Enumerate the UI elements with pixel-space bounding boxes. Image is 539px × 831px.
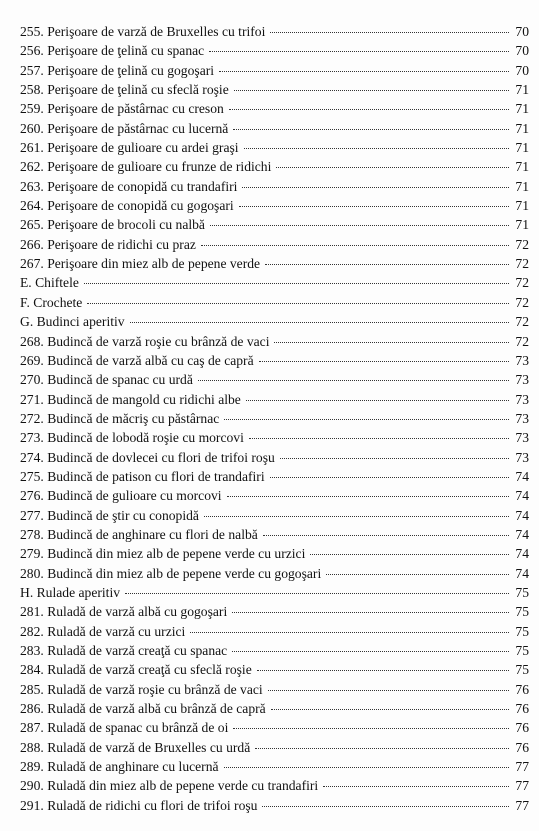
toc-entry-page-number: 73 [515,430,529,446]
toc-entry-page-number: 71 [515,217,529,233]
toc-entry [20,409,529,428]
toc-entry-title: 274. Budincă de dovlecei cu flori de trifoi roşu [20,449,275,465]
toc-entry-page-number: 74 [515,526,529,542]
toc-entry [20,61,529,80]
toc-entry [20,448,529,467]
toc-entry-page-number: 70 [515,43,529,59]
dot-leader [239,205,509,207]
dot-leader [87,302,509,304]
toc-entry-page-number: 72 [515,256,529,272]
toc-entry-title: 272. Budincă de măcriş cu păstârnac [20,410,220,426]
toc-entry [20,757,529,776]
toc-entry-title: 279. Budincă din miez alb de pepene verde cu urzici [20,546,306,562]
toc-entry-page-number: 74 [515,488,529,504]
toc-entry-title: 266. Perişoare de ridichi cu praz [20,236,196,252]
toc-entry-page-number: 74 [515,565,529,581]
toc-entry [20,332,529,351]
dot-leader [246,399,509,401]
dot-leader [209,50,509,52]
dot-leader [201,244,509,246]
dot-leader [233,727,509,729]
toc-entry [20,583,529,602]
toc-entry [20,293,529,312]
toc-entry [20,351,529,370]
dot-leader [229,108,509,110]
toc-entry [20,41,529,60]
toc-entry-title: 290. Ruladă din miez alb de pepene verde cu trandafiri [20,778,319,794]
toc-entry-page-number: 76 [515,681,529,697]
toc-entry [20,138,529,157]
toc-entry-title: 271. Budincă de mangold cu ridichi albe [20,391,241,407]
table-of-contents [20,22,529,815]
toc-entry-title: 280. Budincă din miez alb de pepene verde cu gogoşari [20,565,322,581]
toc-entry-page-number: 72 [515,294,529,310]
toc-entry-page-number: 74 [515,468,529,484]
dot-leader [232,650,509,652]
dot-leader [242,186,509,188]
dot-leader [323,785,509,787]
toc-entry [20,641,529,660]
toc-entry [20,680,529,699]
toc-entry-title: 255. Perişoare de varză de Bruxelles cu trifoi [20,24,266,39]
toc-entry-title: F. Crochete [20,294,83,310]
toc-entry-title: 286. Ruladă de varză albă cu brânză de capră [20,701,266,717]
toc-entry-title: 264. Perişoare de conopidă cu gogoşari [20,198,234,214]
dot-leader [268,689,509,691]
toc-entry-page-number: 70 [515,62,529,78]
toc-entry-title: 256. Perişoare de ţelină cu spanac [20,43,205,59]
toc-entry-page-number: 75 [515,643,529,658]
dot-leader [262,805,509,807]
toc-entry-title: 275. Budincă de patison cu flori de trandafiri [20,468,265,484]
toc-entry [20,486,529,505]
toc-entry [20,602,529,621]
toc-entry-title: 260. Perişoare de păstârnac cu lucernă [20,120,229,136]
dot-leader [224,418,509,420]
toc-entry [20,718,529,737]
dot-leader [326,573,509,575]
toc-entry [20,157,529,176]
dot-leader [190,631,509,633]
dot-leader [280,457,509,459]
toc-entry-title: E. Chiftele [20,275,79,291]
toc-entry-title: 282. Ruladă de varză cu urzici [20,623,186,639]
toc-entry [20,119,529,138]
dot-leader [270,31,509,33]
toc-entry-page-number: 73 [515,449,529,465]
dot-leader [274,341,509,343]
toc-entry-title: 268. Budincă de varză roşie cu brânză de vaci [20,333,270,349]
dot-leader [198,379,509,381]
toc-entry [20,22,529,41]
dot-leader [255,747,509,749]
toc-entry-page-number: 73 [515,410,529,426]
toc-entry [20,254,529,273]
toc-entry-page-number: 75 [515,623,529,639]
toc-entry-page-number: 71 [515,140,529,156]
toc-entry-page-number: 71 [515,198,529,214]
dot-leader [270,476,509,478]
toc-entry-title: 273. Budincă de lobodă roşie cu morcovi [20,430,244,446]
dot-leader [271,708,509,710]
dot-leader [310,553,509,555]
toc-entry [20,467,529,486]
toc-entry-title: 263. Perişoare de conopidă cu trandafiri [20,178,238,194]
toc-entry-title: 261. Perişoare de gulioare cu ardei graşi [20,140,239,156]
toc-entry-page-number: 74 [515,546,529,562]
toc-entry [20,699,529,718]
toc-entry [20,564,529,583]
toc-entry-title: 269. Budincă de varză albă cu caş de capră [20,352,254,368]
toc-entry [20,796,529,815]
toc-entry [20,622,529,641]
dot-leader [234,89,509,91]
toc-entry-page-number: 71 [515,178,529,194]
toc-entry-page-number: 77 [515,797,529,813]
dot-leader [244,147,509,149]
toc-entry-title: 258. Perişoare de ţelină cu sfeclă roşie [20,82,229,98]
toc-entry-title: 277. Budincă de ştir cu conopidă [20,507,199,523]
toc-entry-page-number: 71 [515,159,529,175]
dot-leader [265,263,509,265]
dot-leader [249,437,509,439]
toc-entry-title: H. Rulade aperitiv [20,584,121,600]
toc-entry-title: 276. Budincă de gulioare cu morcovi [20,488,222,504]
toc-entry-page-number: 73 [515,352,529,368]
toc-entry [20,235,529,254]
toc-entry-page-number: 73 [515,372,529,388]
toc-entry-page-number: 72 [515,275,529,291]
dot-leader [276,166,509,168]
toc-entry [20,776,529,795]
toc-entry [20,215,529,234]
toc-entry-title: 262. Perişoare de gulioare cu frunze de ridichi [20,159,272,175]
dot-leader [219,70,509,72]
toc-entry-page-number: 75 [515,662,529,678]
toc-entry-page-number: 72 [515,314,529,330]
dot-leader [125,592,509,594]
toc-entry-title: 278. Budincă de anghinare cu flori de nalbă [20,526,258,542]
toc-entry-page-number: 70 [515,24,529,39]
toc-entry-title: 288. Ruladă de varză de Bruxelles cu urdă [20,739,251,755]
toc-entry-page-number: 72 [515,333,529,349]
toc-entry-title: 283. Ruladă de varză creaţă cu spanac [20,643,228,658]
dot-leader [84,282,509,284]
toc-entry-page-number: 72 [515,236,529,252]
toc-entry-page-number: 76 [515,701,529,717]
toc-entry-title: 259. Perişoare de păstârnac cu creson [20,101,224,117]
dot-leader [224,766,509,768]
dot-leader [227,495,509,497]
dot-leader [259,360,509,362]
dot-leader [204,515,509,517]
toc-entry-page-number: 74 [515,507,529,523]
toc-entry [20,525,529,544]
toc-entry-page-number: 77 [515,759,529,775]
toc-entry-page-number: 76 [515,720,529,736]
dot-leader [257,669,509,671]
toc-entry [20,506,529,525]
toc-entry [20,312,529,331]
toc-entry-title: 289. Ruladă de anghinare cu lucernă [20,759,219,775]
toc-entry-page-number: 73 [515,391,529,407]
toc-entry-page-number: 71 [515,82,529,98]
dot-leader [130,321,509,323]
toc-entry-title: 287. Ruladă de spanac cu brânză de oi [20,720,229,736]
toc-entry-title: 270. Budincă de spanac cu urdă [20,372,193,388]
toc-entry-title: 267. Perişoare din miez alb de pepene verde [20,256,261,272]
toc-entry [20,80,529,99]
toc-entry-page-number: 71 [515,120,529,136]
toc-entry-title: 265. Perişoare de brocoli cu nalbă [20,217,205,233]
dot-leader [263,534,509,536]
toc-entry [20,428,529,447]
toc-entry-page-number: 75 [515,584,529,600]
dot-leader [210,224,509,226]
toc-entry-title: 257. Perişoare de ţelină cu gogoşari [20,62,215,78]
toc-entry [20,177,529,196]
toc-entry-page-number: 75 [515,604,529,620]
toc-entry [20,273,529,292]
toc-entry-page-number: 71 [515,101,529,117]
toc-entry [20,99,529,118]
toc-entry-title: 284. Ruladă de varză creaţă cu sfeclă roşie [20,662,252,678]
toc-entry-title: 285. Ruladă de varză roşie cu brânză de vaci [20,681,263,697]
dot-leader [233,128,509,130]
toc-entry [20,738,529,757]
toc-entry-page-number: 77 [515,778,529,794]
toc-entry [20,544,529,563]
toc-entry-title: 291. Ruladă de ridichi cu flori de trifoi roşu [20,797,258,813]
toc-entry-title: 281. Ruladă de varză albă cu gogoşari [20,604,228,620]
toc-entry [20,390,529,409]
toc-entry [20,196,529,215]
toc-entry [20,660,529,679]
toc-entry [20,370,529,389]
toc-entry-title: G. Budinci aperitiv [20,314,125,330]
toc-entry-page-number: 76 [515,739,529,755]
dot-leader [232,611,509,613]
